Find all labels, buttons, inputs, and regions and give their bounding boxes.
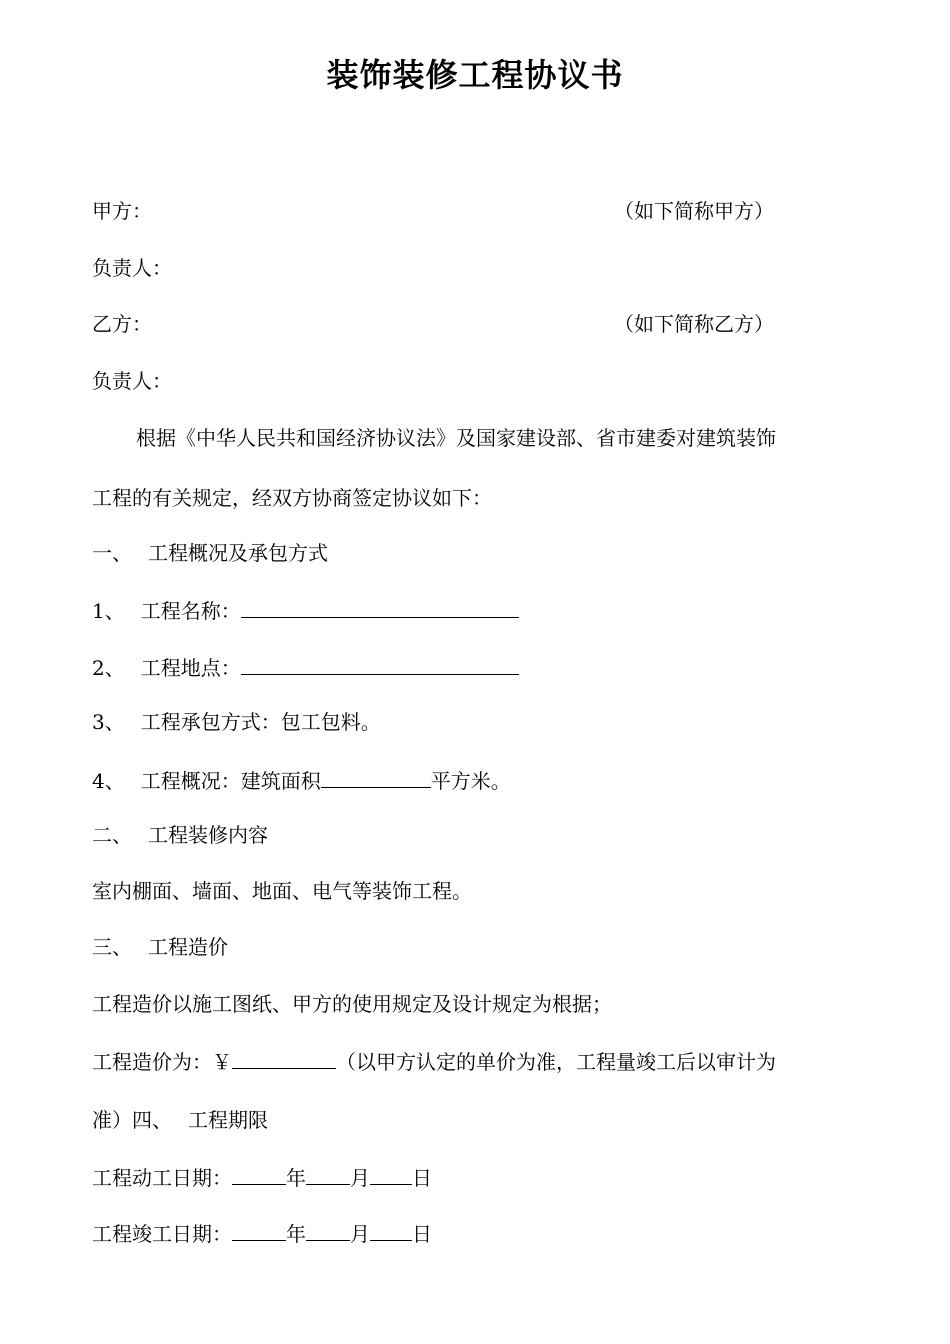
start-date-line: [92, 1162, 432, 1190]
area-blank[interactable]: [321, 765, 431, 788]
party-b-note: （如下简称乙方）: [614, 312, 774, 336]
item-label: 工程承包方式：包工包料。: [140, 710, 381, 734]
document-title: 装饰装修工程协议书: [326, 56, 624, 94]
section-1-number: 一、: [92, 541, 132, 565]
item-number: 4、: [92, 769, 125, 793]
item-project-location: [92, 652, 519, 680]
end-day-blank[interactable]: [370, 1218, 412, 1241]
section-2-content: 室内棚面、墙面、地面、电气等装饰工程。: [92, 879, 472, 903]
party-a-rep-line: [92, 254, 172, 282]
end-date-label: 工程竣工日期：: [92, 1222, 232, 1246]
year-label: 年: [286, 1166, 306, 1190]
item-number: 1、: [92, 599, 125, 623]
price-note-continued: [92, 1106, 268, 1134]
item-label: 工程地点：: [140, 656, 241, 680]
project-location-blank[interactable]: [241, 652, 519, 675]
day-label: 日: [412, 1166, 432, 1190]
item-number: 2、: [92, 656, 125, 680]
price-label: 工程造价为：￥: [92, 1050, 232, 1074]
section-3-heading: [92, 933, 228, 961]
start-year-blank[interactable]: [232, 1162, 286, 1185]
day-label: 日: [412, 1222, 432, 1246]
section-2-heading: [92, 821, 268, 849]
party-b-line: [92, 310, 152, 338]
section-1-heading: [92, 539, 328, 567]
party-b-rep-label: 负责人：: [92, 369, 172, 393]
intro-line-2: 工程的有关规定，经双方协商签定协议如下：: [92, 486, 492, 510]
item-contract-method: [92, 708, 381, 736]
party-b-label: 乙方：: [92, 312, 152, 336]
area-unit: 平方米。: [430, 769, 511, 793]
section-2-title: 工程装修内容: [148, 823, 268, 847]
project-name-blank[interactable]: [241, 595, 519, 618]
end-date-line: [92, 1218, 432, 1246]
end-month-blank[interactable]: [306, 1218, 350, 1241]
party-a-label: 甲方：: [92, 199, 152, 223]
section-3-number: 三、: [92, 935, 132, 959]
section-2-number: 二、: [92, 823, 132, 847]
month-label: 月: [350, 1166, 370, 1190]
party-a-line: [92, 197, 152, 225]
item-label: 工程概况：建筑面积: [140, 769, 321, 793]
month-label: 月: [350, 1222, 370, 1246]
item-number: 3、: [92, 710, 125, 734]
price-line: [92, 1046, 776, 1074]
start-date-label: 工程动工日期：: [92, 1166, 232, 1190]
section-1-title: 工程概况及承包方式: [148, 541, 328, 565]
section-4-title: 工程期限: [188, 1108, 268, 1132]
section-3-title: 工程造价: [148, 935, 228, 959]
price-blank[interactable]: [232, 1046, 336, 1069]
start-month-blank[interactable]: [306, 1162, 350, 1185]
party-b-rep-line: [92, 367, 172, 395]
end-year-blank[interactable]: [232, 1218, 286, 1241]
section-3-content: 工程造价以施工图纸、甲方的使用规定及设计规定为根据；: [92, 992, 612, 1016]
party-a-note: （如下简称甲方）: [614, 199, 774, 223]
price-note: （以甲方认定的单价为准，工程量竣工后以审计为: [336, 1050, 776, 1074]
intro-line-1: 根据《中华人民共和国经济协议法》及国家建设部、省市建委对建筑装饰: [136, 426, 776, 450]
year-label: 年: [286, 1222, 306, 1246]
item-label: 工程名称：: [140, 599, 241, 623]
price-note-cont: 准）四、: [92, 1108, 172, 1132]
party-a-rep-label: 负责人：: [92, 256, 172, 280]
item-project-overview: [92, 765, 511, 793]
item-project-name: [92, 595, 519, 623]
start-day-blank[interactable]: [370, 1162, 412, 1185]
